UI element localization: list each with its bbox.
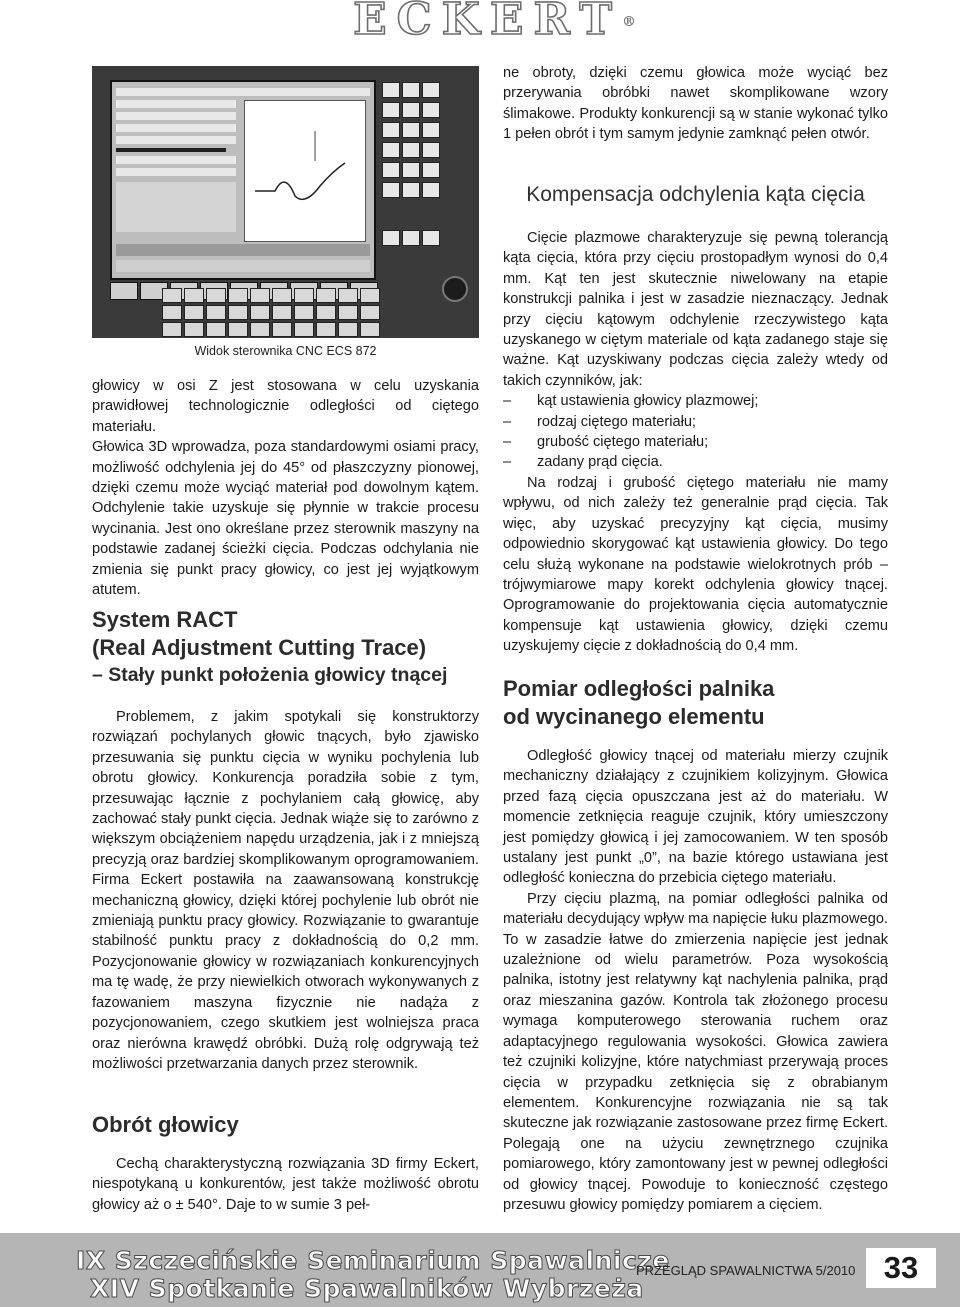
brand-logo-text: ECKERT bbox=[353, 0, 622, 45]
list-item: – kąt ustawienia głowicy plazmowej; bbox=[503, 391, 888, 411]
ract-subheading: – Stały punkt położenia głowicy tnącej bbox=[92, 664, 448, 686]
cnc-side-keypad bbox=[380, 80, 468, 260]
list-item: – rodzaj ciętego materiału; bbox=[503, 412, 888, 432]
cnc-screen-image bbox=[110, 80, 376, 280]
ract-section-body bbox=[92, 707, 479, 1074]
measure-section-body bbox=[503, 746, 888, 1215]
paragraph-intro-continuation: głowicy w osi Z jest stosowana w celu uzyskania prawidłowej technologicznie odległości od ciętego materiału. bbox=[92, 378, 479, 435]
list-item: – grubość ciętego materiału; bbox=[503, 432, 888, 452]
list-item: – zadany prąd cięcia. bbox=[503, 452, 888, 472]
measure-heading-line-1: Pomiar odległości palnika bbox=[503, 676, 775, 701]
paragraph-measure-2: Przy cięciu plazmą, na pomiar odległości palnika od materiału decydujący wpływ ma napięcie łuku plazmowego. To w zasadzie łatwe do zmierzenia napięcie jest jednak uzależnione od wielu parametrów. Poza wysokością palnika, istotny jest relatywny kąt nachylenia palnika, prąd oraz mieszanina gazów. Kontrola tak złożonego procesu wymaga komputerowego sterowania ruchem oraz adaptacyjnego regulowania wysokości. Głowica zawiera też czujniki kolizyjne, które natychmiast przerywają proces cięcia w przypadku zetknięcia się z obrabianym elementem. Konkurencyjne rozwiązania nie są tak skuteczne jak rozwiązanie zastosowane przez firmę Eckert. Polegają one na użyciu zewnętrznego czujnika pomiarowego, który zamontowany jest w pewnej odległości od głowicy tnącej. Powoduje to konieczność częstego przesuwu głowicy pomiędzy pomiarem a cięciem. bbox=[503, 890, 888, 1213]
compensation-heading: Kompensacja odchylenia kąta cięcia bbox=[526, 183, 865, 206]
paragraph-ract: Problemem, z jakim spotykali się konstruktorzy rozwiązań pochylanych głowic tnących, było zjawisko przesuwania się punktu cięcia w wyniku pochylenia lub obrotu głowicy. Konkurencja poradziła sobie z tym, przesuwając łącznie z pochylaniem całą głowicę, aby zachować stały punkt cięcia. Jednak wiąże się to zarówno z większym obciążeniem napędu urządzenia, jak i z mniejszą precyzją oraz bardziej skomplikowanym oprogramowaniem. Firma Eckert postawiła na zaawansowaną konstrukcję mechaniczną głowicy, dzięki której pochylenie lub obrót nie zmieniają punktu pracy głowicy. Rozwiązanie to gwarantuje stabilność punktu pracy z dokładnością do 0,2 mm. Pozycjonowanie głowicy w rozwiązaniach konkurencyjnych ma tę wadę, że przy niewielkich otworach wykonywanych z fazowaniem maszyna fizycznie nie nadąża z pozycjonowaniem, czego skutkiem jest wolniejsza praca oraz nierówna krawędź obróbki. Dużą rolę odgrywają też możliwości przetwarzania danych przez sterownik. bbox=[92, 709, 479, 1072]
paragraph-rotation: Cechą charakterystyczną rozwiązania 3D firmy Eckert, niespotykaną u konkurentów, jest także możliwość obrotu głowicy aż o ± 540°. Daje to w sumie 3 peł- bbox=[92, 1156, 479, 1213]
journal-issue: PRZEGLĄD SPAWALNICTWA 5/2010 bbox=[636, 1263, 856, 1278]
measure-heading-block bbox=[503, 675, 888, 731]
right-column-top bbox=[503, 63, 888, 145]
rotation-heading: Obrót głowicy bbox=[92, 1112, 239, 1137]
ract-heading-block bbox=[92, 606, 482, 688]
left-column bbox=[92, 376, 479, 600]
paragraph-3d-head: Głowica 3D wprowadza, poza standardowymi osiami pracy, możliwość odchylenia jej do 45° od płaszczyzny pionowej, dzięki czemu może wyciąć materiał pod dowolnym kątem. Odchylenie takie uzyskuje się płynnie w trakcie procesu wycinania. Jest ono określane przez sterownik maszyny na podstawie zadanej ścieżki cięcia. Podczas odchylania nie zmienia się punkt pracy głowicy, co jest jej wyjątkowym atutem. bbox=[92, 439, 479, 599]
compensation-section-body bbox=[503, 228, 888, 657]
paragraph-compensation-2: Na rodzaj i grubość ciętego materiału nie mamy wpływu, od nich zależy też generalnie prąd cięcia. Tak więc, aby uzyskać precyzyjny kąt cięcia, musimy odpowiednio skorygować kąt ustawienia głowicy. Do tego celu służą wykonane na podstawie wielokrotnych prób – trójwymiarowe mapy korekt odchylenia głowicy tnącej. Oprogramowanie do projektowania cięcia automatycznie kompensuje kąt ustawienia głowicy, dzięki czemu uzyskujemy cięcie z dokładnością do 0,4 mm. bbox=[503, 474, 888, 655]
paragraph-compensation-1: Cięcie plazmowe charakteryzuje się pewną tolerancją kąta cięcia, która przy cięciu prostopadłym wynosi do 0,4 mm. Kąt ten jest skutecznie niwelowany na etapie konstrukcji palnika i jest w zasadzie nieznaczący. Jednak przy cięciu kątowym odchylenie rzeczywistego kąta uzyskanego w ciętym materiale od kąta zadanego staje się ważne. Kąt uzyskiwany podczas cięcia zależy wtedy od takich czynników, jak: bbox=[503, 230, 888, 389]
ract-heading: System RACT bbox=[92, 607, 238, 632]
registered-mark: ® bbox=[622, 14, 636, 30]
brand-logo bbox=[353, 0, 636, 45]
paragraph-rotation-continuation: ne obroty, dzięki czemu głowica może wyciąć bez przerywania obróbki nawet skomplikowane wzory ślimakowe. Produkty konkurencji są w stanie wykonać tylko 1 pełen obrót i tym samym jedynie zamknąć pełen otwór. bbox=[503, 65, 888, 143]
footer-event-line-1: IX Szczecińskie Seminarium Spawalnicze bbox=[76, 1246, 670, 1275]
footer-event-line-2: XIV Spotkanie Spawalników Wybrzeża bbox=[90, 1274, 644, 1303]
measure-heading-line-2: od wycinanego elementu bbox=[503, 704, 765, 729]
cnc-controller-photo bbox=[92, 66, 479, 338]
ract-heading-expansion: (Real Adjustment Cutting Trace) bbox=[92, 635, 427, 660]
cnc-numeric-keys bbox=[162, 288, 392, 332]
paragraph-measure-1: Odległość głowicy tnącej od materiału mierzy czujnik mechaniczny działający z czujnikiem kolizyjnym. Głowica przed fazą cięcia opuszczana jest aż do materiału. W momencie zetknięcia reaguje czujnik, który umieszczony jest pomiędzy głowicą i jej zamocowaniem. W ten sposób ustalany jest punkt „0”, na bazie którego ustawiana jest odległość konieczna do przebicia ciętego materiału. bbox=[503, 748, 888, 887]
page-number: 33 bbox=[866, 1248, 936, 1288]
rotation-section-body bbox=[92, 1154, 479, 1215]
photo-caption: Widok sterownika CNC ECS 872 bbox=[194, 344, 377, 358]
factors-list bbox=[503, 391, 888, 473]
